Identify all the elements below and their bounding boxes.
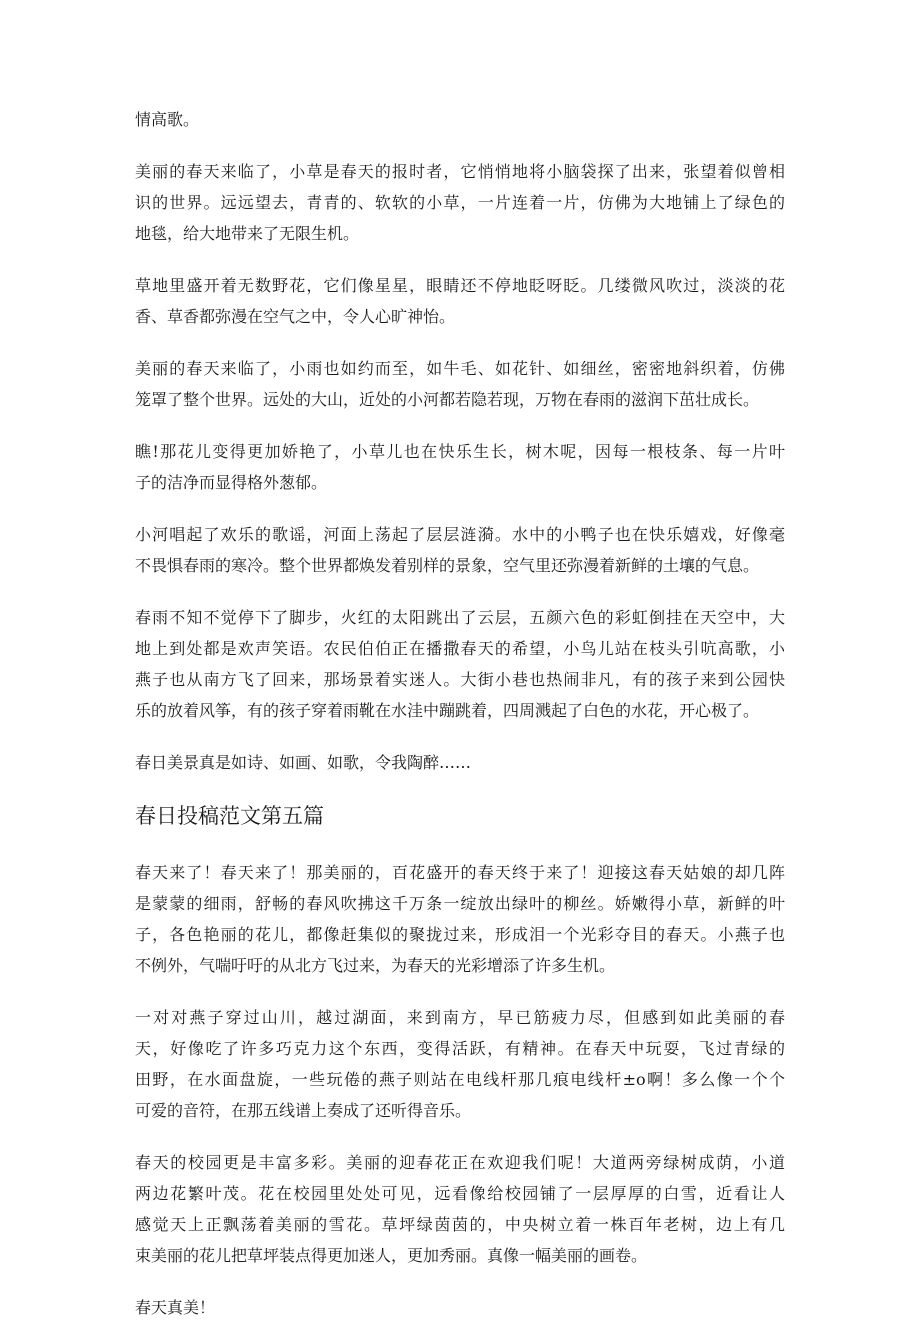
text-line: 瞧!那花儿变得更加娇艳了，小草儿也在快乐生长，树木呢，因每一根枝条、每一片叶 <box>135 442 785 461</box>
text-line: 可爱的音符，在那五线谱上奏成了还听得音乐。 <box>135 1101 472 1120</box>
paragraph <box>135 1147 785 1271</box>
text-line: 天，好像吃了许多巧克力这个东西，变得活跃，有精神。在春天中玩耍，飞过青绿的 <box>135 1039 785 1058</box>
text-line: 地毯，给大地带来了无限生机。 <box>135 224 360 243</box>
text-line: 美丽的春天来临了，小雨也如约而至，如牛毛、如花针、如细丝，密密地斜织着，仿佛 <box>135 359 785 378</box>
text-line: 草地里盛开着无数野花，它们像星星，眼睛还不停地眨呀眨。几缕微风吹过，淡淡的花 <box>135 276 785 295</box>
paragraph <box>135 104 785 135</box>
text-line: 笼罩了整个世界。远处的大山，近处的小河都若隐若现，万物在春雨的滋润下茁壮成长。 <box>135 390 760 409</box>
paragraph <box>135 156 785 249</box>
article-body-part1 <box>135 104 785 778</box>
text-line: 两边花繁叶茂。花在校园里处处可见，远看像给校园铺了一层厚厚的白雪，近看让人 <box>135 1184 785 1203</box>
paragraph <box>135 270 785 332</box>
text-line: 不畏惧春雨的寒冷。整个世界都焕发着别样的景象，空气里还弥漫着新鲜的土壤的气息。 <box>135 556 760 575</box>
text-line: 春天的校园更是丰富多彩。美丽的迎春花正在欢迎我们呢！大道两旁绿树成荫，小道 <box>135 1153 785 1172</box>
text-line: 乐的放着风筝，有的孩子穿着雨靴在水洼中蹦跳着，四周溅起了白色的水花，开心极了。 <box>135 701 760 720</box>
text-line: 春天来了！春天来了！那美丽的，百花盛开的春天终于来了！迎接这春天姑娘的却几阵 <box>135 863 785 882</box>
section-heading: 春日投稿范文第五篇 <box>135 804 324 828</box>
text-line: 识的世界。远远望去，青青的、软软的小草，一片连着一片，仿佛为大地铺上了绿色的 <box>135 193 785 212</box>
paragraph <box>135 353 785 415</box>
paragraph <box>135 436 785 498</box>
text-line: 情高歌。 <box>135 110 200 129</box>
text-line: 一对对燕子穿过山川，越过湖面，来到南方，早已筋疲力尽，但感到如此美丽的春 <box>135 1008 785 1027</box>
text-line: 子的洁净而显得格外葱郁。 <box>135 473 328 492</box>
document-page <box>135 104 785 1344</box>
text-line: 春雨不知不觉停下了脚步，火红的太阳跳出了云层，五颜六色的彩虹倒挂在天空中，大 <box>135 608 785 627</box>
paragraph <box>135 519 785 581</box>
text-line: 香、草香都弥漫在空气之中，令人心旷神怡。 <box>135 307 456 326</box>
text-line: 子，各色艳丽的花儿，都像赶集似的聚拢过来，形成泪一个光彩夺目的春天。小燕子也 <box>135 925 785 944</box>
text-line: 是蒙蒙的细雨，舒畅的春风吹拂这千万条一绽放出绿叶的柳丝。娇嫩得小草，新鲜的叶 <box>135 894 785 913</box>
text-line: 束美丽的花儿把草坪装点得更加迷人，更加秀丽。真像一幅美丽的画卷。 <box>135 1246 648 1265</box>
text-line: 田野，在水面盘旋，一些玩倦的燕子则站在电线杆那几痕电线杆±o啊！多么像一个个 <box>135 1070 785 1089</box>
text-line: 燕子也从南方飞了回来，那场景着实迷人。大街小巷也热闹非凡，有的孩子来到公园快 <box>135 670 785 689</box>
article-body-part2 <box>135 857 785 1323</box>
text-line: 不例外，气喘吁吁的从北方飞过来，为春天的光彩增添了许多生机。 <box>135 956 616 975</box>
paragraph <box>135 1002 785 1126</box>
paragraph <box>135 1292 785 1323</box>
text-line: 感觉天上正飘荡着美丽的雪花。草坪绿茵茵的，中央树立着一株百年老树，边上有几 <box>135 1215 785 1234</box>
paragraph <box>135 602 785 726</box>
text-line: 春日美景真是如诗、如画、如歌，令我陶醉…… <box>135 753 472 772</box>
paragraph <box>135 747 785 778</box>
text-line: 小河唱起了欢乐的歌谣，河面上荡起了层层涟漪。水中的小鸭子也在快乐嬉戏，好像毫 <box>135 525 785 544</box>
text-line: 春天真美！ <box>135 1298 216 1317</box>
paragraph <box>135 857 785 981</box>
text-line: 地上到处都是欢声笑语。农民伯伯正在播撒春天的希望，小鸟儿站在枝头引吭高歌，小 <box>135 639 785 658</box>
text-line: 美丽的春天来临了，小草是春天的报时者，它悄悄地将小脑袋探了出来，张望着似曾相 <box>135 162 785 181</box>
